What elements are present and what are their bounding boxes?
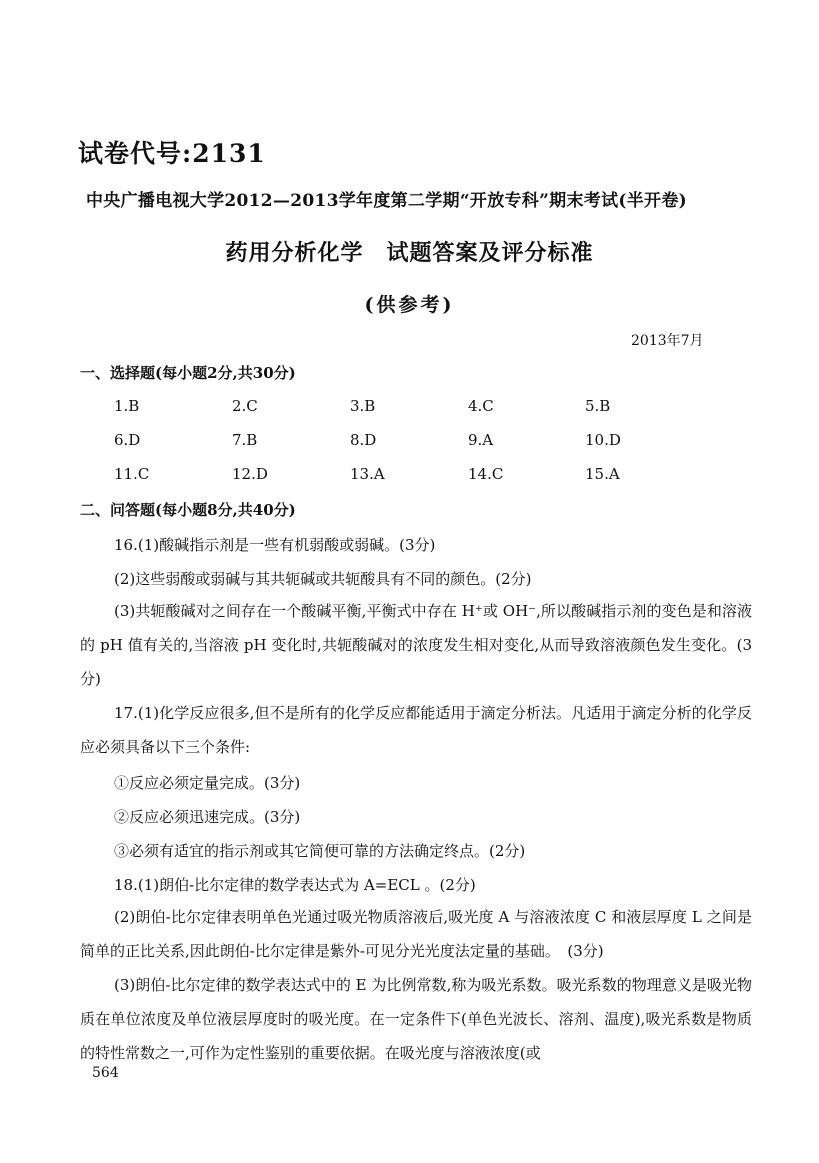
q18-part2: (2)朗伯-比尔定律表明单色光通过吸光物质溶液后,吸光度 A 与溶液浓度 C 和液层厚度 L 之间是简单的正比关系,因此朗伯-比尔定律是紫外-可见分光光度法定量的基础。 (3分) xyxy=(80,908,752,960)
answer-item: 15.A xyxy=(585,465,620,483)
section1-heading: 一、选择题(每小题2分,共30分) xyxy=(80,364,296,382)
answer-item: 3.B xyxy=(350,397,376,415)
answer-item: 5.B xyxy=(585,397,611,415)
answer-item: 10.D xyxy=(585,431,621,449)
answer-item: 4.C xyxy=(468,397,494,415)
answer-item: 8.D xyxy=(350,431,377,449)
q16-part2: (2)这些弱酸或弱碱与其共轭碱或共轭酸具有不同的颜色。(2分) xyxy=(114,570,532,588)
q18-part3: (3)朗伯-比尔定律的数学表达式中的 E 为比例常数,称为吸光系数。吸光系数的物理意义是吸光物质在单位浓度及单位液层厚度时的吸光度。在一定条件下(单色光波长、溶剂、温度),吸光系数是物质的特性常数之一,可作为定性鉴别的重要依据。在吸光度与溶液浓度(或 xyxy=(80,976,752,1062)
q16-part1: 16.(1)酸碱指示剂是一些有机弱酸或弱碱。(3分) xyxy=(114,536,436,554)
q18-part1: 18.(1)朗伯-比尔定律的数学表达式为 A=ECL 。(2分) xyxy=(114,876,476,894)
q17-condition-2: ②反应必须迅速完成。(3分) xyxy=(114,808,301,826)
answer-item: 2.C xyxy=(232,397,258,415)
answer-item: 11.C xyxy=(114,465,150,483)
answer-item: 1.B xyxy=(114,397,140,415)
answer-item: 12.D xyxy=(232,465,268,483)
answer-item: 14.C xyxy=(468,465,504,483)
exam-date: 2013年7月 xyxy=(631,333,704,349)
reference-note: (供参考) xyxy=(364,294,455,316)
answer-item: 7.B xyxy=(232,431,258,449)
q16-part3: (3)共轭酸碱对之间存在一个酸碱平衡,平衡式中存在 H⁺或 OH⁻,所以酸碱指示剂的变色是和溶液的 pH 值有关的,当溶液 pH 变化时,共轭酸碱对的浓度发生相对变化,从而导致溶液颜色发生变化。(3分) xyxy=(80,602,752,688)
q17-condition-3: ③必须有适宜的指示剂或其它简便可靠的方法确定终点。(2分) xyxy=(114,842,526,860)
paper-code: 试卷代号:2131 xyxy=(78,139,266,168)
answer-item: 9.A xyxy=(468,431,494,449)
exam-title: 中央广播电视大学2012—2013学年度第二学期“开放专科”期末考试(半开卷) xyxy=(86,191,687,211)
section2-heading: 二、问答题(每小题8分,共40分) xyxy=(80,501,296,519)
q17-condition-1: ①反应必须定量完成。(3分) xyxy=(114,774,301,792)
subject-title: 药用分析化学 试题答案及评分标准 xyxy=(225,240,594,266)
q17-part1: 17.(1)化学反应很多,但不是所有的化学反应都能适用于滴定分析法。凡适用于滴定分析的化学反应必须具备以下三个条件: xyxy=(80,704,752,756)
answer-item: 6.D xyxy=(114,431,141,449)
page-number: 564 xyxy=(92,1065,119,1081)
answer-item: 13.A xyxy=(350,465,385,483)
